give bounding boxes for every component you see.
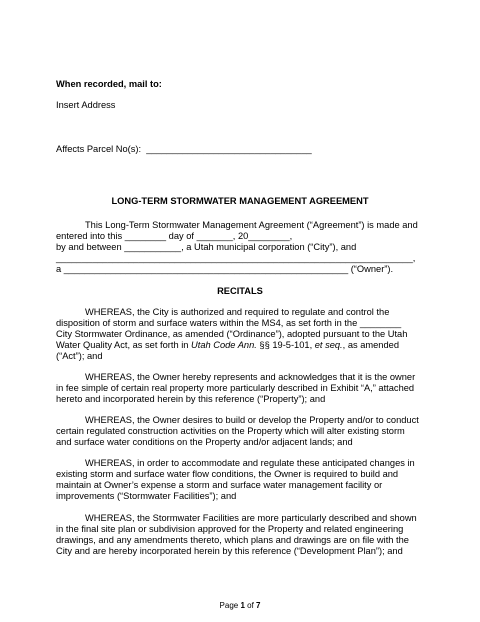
recital-4-line: existing storm and surface water flow conditions, the Owner is required to build and <box>56 469 399 479</box>
intro-line: by and between ___________, a Utah municipal corporation (“City”), and <box>56 242 357 252</box>
recital-3-line: WHEREAS, the Owner desires to build or develop the Property and/or to conduct <box>85 415 419 425</box>
intro-line: This Long-Term Stormwater Management Agreement (“Agreement”) is made and <box>85 220 418 230</box>
mail-to-label: When recorded, mail to: <box>56 79 162 89</box>
recital-2-line: WHEREAS, the Owner hereby represents and acknowledges that it is the owner <box>85 372 416 382</box>
intro-line: entered into this ________ day of _______, 20________, <box>56 231 293 241</box>
recital-1-line: City Stormwater Ordinance, as amended (“Ordinance”), adopted pursuant to the Utah <box>56 329 408 339</box>
intro-line: a _______________________________________________________ (“Owner”). <box>56 264 394 274</box>
recital-4-line: improvements (“Stormwater Facilities”); and <box>56 491 237 501</box>
recital-1-line: WHEREAS, the City is authorized and required to regulate and control the <box>85 307 390 317</box>
recital-5-line: in the final site plan or subdivision approved for the Property and related engineering <box>56 524 404 534</box>
recital-3-line: and surface water conditions on the Property and/or adjacent lands; and <box>56 437 353 447</box>
recital-1-line: Water Quality Act, as set forth in Utah Code Ann. §§ 19-5-101, et seq., as amended <box>56 340 399 350</box>
recital-5-line: WHEREAS, the Stormwater Facilities are more particularly described and shown <box>85 513 417 523</box>
recital-4-line: WHEREAS, in order to accommodate and regulate these anticipated changes in <box>85 458 415 468</box>
recital-1-line: (“Act”); and <box>56 351 103 361</box>
document-title: LONG-TERM STORMWATER MANAGEMENT AGREEMENT <box>111 196 369 206</box>
recital-1-line: disposition of storm and surface waters within the MS4, as set forth in the ________ <box>56 318 402 328</box>
page-number: Page 1 of 7 <box>219 601 261 610</box>
recital-5-line: drawings, and any amendments thereto, which plans and drawings are on file with the <box>56 535 409 545</box>
recital-3-line: certain regulated construction activities on the Property which will alter existing storm <box>56 426 405 436</box>
recital-2-line: in fee simple of certain real property more particularly described in Exhibit “A,” attached <box>56 383 415 393</box>
recital-5-line: City and are hereby incorporated herein by this reference (“Development Plan”); and <box>56 546 403 556</box>
recital-4-line: maintain at Owner’s expense a storm and surface water management facility or <box>56 480 383 490</box>
recital-2-line: hereto and incorporated herein by this reference (“Property”); and <box>56 394 326 404</box>
intro-line: _____________________________________________________________________, <box>56 253 416 263</box>
parcel-line: Affects Parcel No(s): ________________________________ <box>56 144 312 154</box>
recitals-heading: RECITALS <box>217 286 263 296</box>
address-placeholder: Insert Address <box>56 100 116 110</box>
